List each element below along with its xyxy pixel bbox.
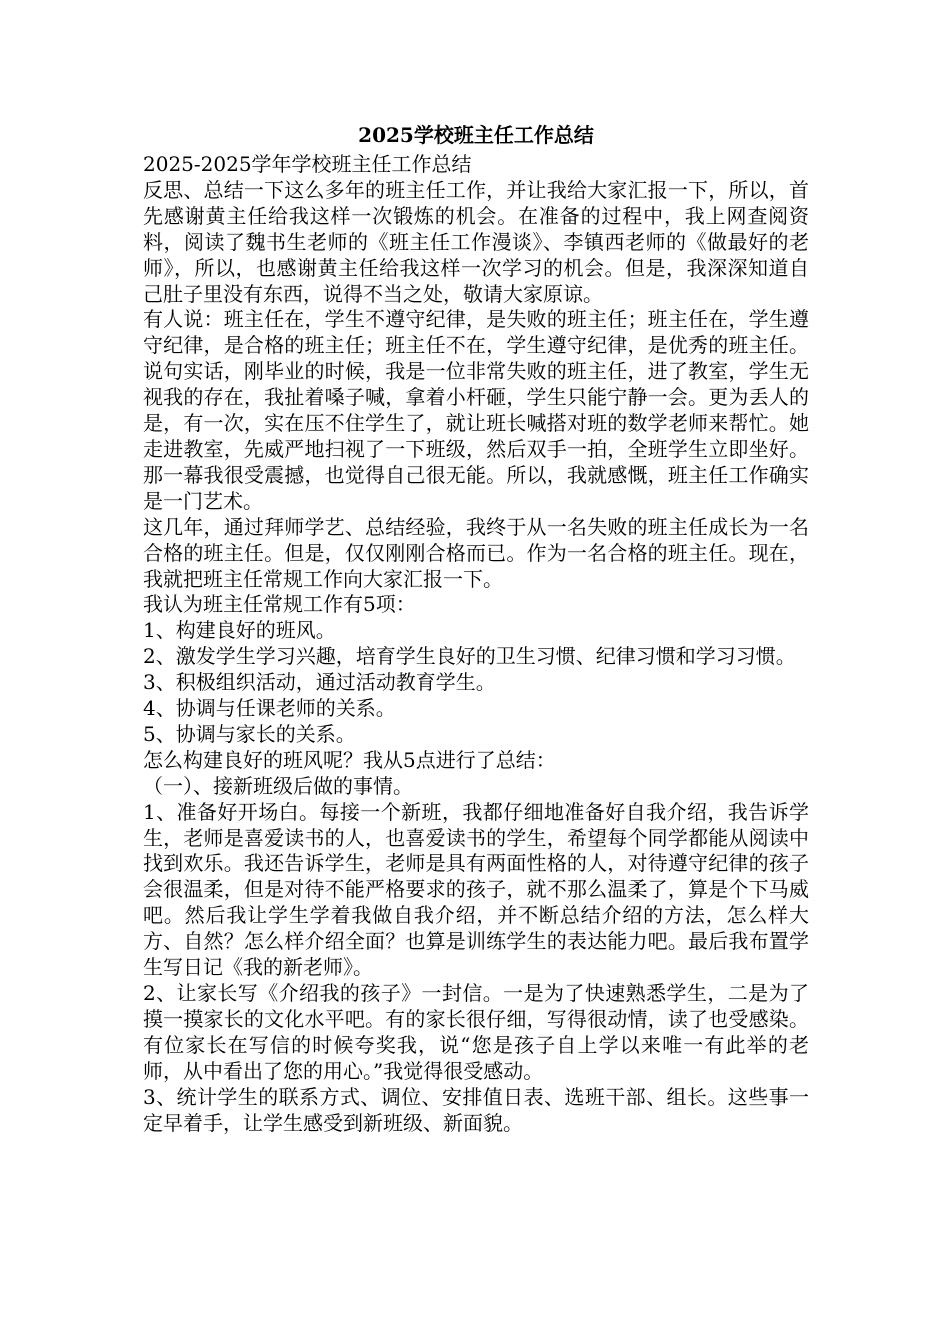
step-item-3: 3、统计学生的联系方式、调位、安排值日表、选班干部、组长。这些事一定早着手，让学生感受到新班级、新面貌。: [143, 1084, 809, 1135]
section-heading-1: （一）、接新班级后做的事情。: [143, 773, 413, 798]
duty-item-3: 3、积极组织活动，通过活动教育学生。: [143, 670, 496, 695]
document-title: 2025学校班主任工作总结: [358, 123, 594, 147]
intro-paragraph: 反思、总结一下这么多年的班主任工作，并让我给大家汇报一下，所以，首先感谢黄主任给我这样一次锻炼的机会。在准备的过程中，我上网查阅资料，阅读了魏书生老师的《班主任工作漫谈》、李镇西老师的《做最好的老师》，所以，也感谢黄主任给我这样一次学习的机会。但是，我深深知道自己肚子里没有东西，说得不当之处，敬请大家原谅。: [143, 177, 809, 306]
document-body: [143, 118, 809, 1136]
duty-item-4: 4、协调与任课老师的关系。: [143, 696, 396, 721]
growth-paragraph: 这几年，通过拜师学艺、总结经验，我终于从一名失败的班主任成长为一名合格的班主任。但是，仅仅刚刚合格而已。作为一名合格的班主任。现在，我就把班主任常规工作向大家汇报一下。: [143, 514, 809, 591]
duty-item-1: 1、构建良好的班风。: [143, 618, 336, 643]
step-item-2: 2、让家长写《介绍我的孩子》一封信。一是为了快速熟悉学生，二是为了摸一摸家长的文化水平吧。有的家长很仔细，写得很动情，读了也受感染。有位家长在写信的时候夸奖我，说“您是孩子自上学以来唯一有此举的老师，从中看出了您的用心。”我觉得很受感动。: [143, 981, 809, 1083]
duty-item-5: 5、协调与家长的关系。: [143, 721, 356, 746]
duty-item-2: 2、激发学生学习兴趣，培育学生良好的卫生习惯、纪律习惯和学习习惯。: [143, 644, 796, 669]
class-culture-question: 怎么构建良好的班风呢？我从5点进行了总结：: [143, 747, 556, 772]
step-item-1: 1、准备好开场白。每接一个新班，我都仔细地准备好自我介绍，我告诉学生，老师是喜爱读书的人，也喜爱读书的学生，希望每个同学都能从阅读中找到欢乐。我还告诉学生，老师是具有两面性格的人，对待遵守纪律的孩子会很温柔，但是对待不能严格要求的孩子，就不那么温柔了，算是个下马威吧。然后我让学生学着我做自我介绍，并不断总结介绍的方法，怎么样大方、自然？怎么样介绍全面？也算是训练学生的表达能力吧。最后我布置学生写日记《我的新老师》。: [143, 799, 809, 980]
duties-heading: 我认为班主任常规工作有5项：: [143, 592, 416, 617]
experience-paragraph: 有人说：班主任在，学生不遵守纪律，是失败的班主任；班主任在，学生遵守纪律，是合格的班主任；班主任不在，学生遵守纪律，是优秀的班主任。说句实话，刚毕业的时候，我是一位非常失败的班主任，进了教室，学生无视我的存在，我扯着嗓子喊，拿着小杆砸，学生只能宁静一会。更为丢人的是，有一次，实在压不住学生了，就让班长喊搭对班的数学老师来帮忙。她走进教室，先威严地扫视了一下班级，然后双手一拍，全班学生立即坐好。那一幕我很受震撼，也觉得自己很无能。所以，我就感慨，班主任工作确实是一门艺术。: [143, 307, 809, 513]
subtitle-paragraph: 2025-2025学年学校班主任工作总结: [143, 152, 472, 176]
